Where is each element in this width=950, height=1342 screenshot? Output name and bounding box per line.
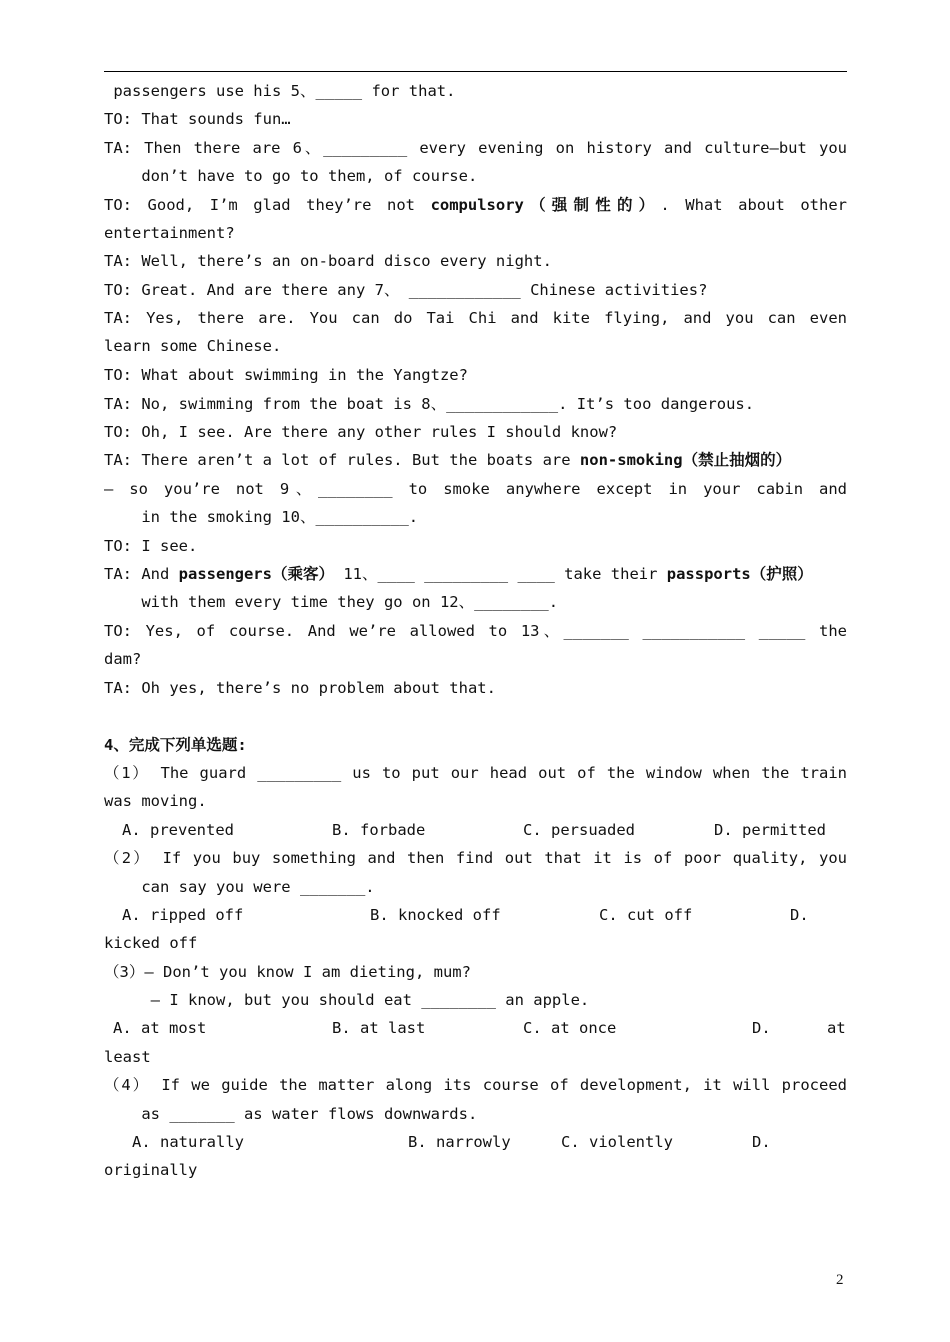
dialogue-line: TO: I see. (104, 537, 198, 555)
option-c: C. violently (561, 1133, 673, 1151)
option-b: B. forbade (332, 821, 426, 839)
dialogue-line: TA: No, swimming from the boat is 8、____________. It’s too dangerous. (104, 395, 755, 413)
dialogue-line: don’t have to go to them, of course. (104, 167, 478, 185)
question-stem: was moving. (104, 792, 207, 810)
option-a: A. prevented (122, 821, 234, 839)
option-c: C. persuaded (523, 821, 635, 839)
option-d: D. (752, 1019, 771, 1037)
option-a: A. naturally (132, 1133, 244, 1151)
bold-term: passengers（乘客） (178, 565, 334, 583)
dialogue-line: dam? (104, 650, 142, 668)
option-a: A. ripped off (122, 906, 244, 924)
question-stem: （2） If you buy something and then find out that it is of poor quality, you (104, 849, 847, 867)
dialogue-line: TO: Great. And are there any 7、 ____________ Chinese activities? (104, 281, 708, 299)
option-d-text: at (827, 1019, 846, 1037)
option-b: B. at last (332, 1019, 426, 1037)
dialogue-line: learn some Chinese. (104, 337, 282, 355)
question-stem: （4） If we guide the matter along its course of development, it will proceed (104, 1076, 847, 1094)
bold-term: passports（护照） (666, 565, 813, 583)
dialogue-line: TA: There aren’t a lot of rules. But the boats are non-smoking（禁止抽烟的） (104, 451, 792, 469)
dialogue-line: — so you’re not 9、________ to smoke anywhere except in your cabin and (104, 480, 847, 498)
option-d-text: originally (104, 1161, 198, 1179)
option-d-text: least (104, 1048, 151, 1066)
option-d: D. (752, 1133, 771, 1151)
option-c: C. cut off (599, 906, 693, 924)
dialogue-line: TA: And passengers（乘客） 11、____ _________ ____ take their passports（护照） (104, 565, 813, 583)
question-stem: （3）— Don’t you know I am dieting, mum? (104, 963, 471, 981)
dialogue-line: TA: Well, there’s an on-board disco every night. (104, 252, 552, 270)
header-rule (104, 71, 847, 72)
question-stem: （1） The guard _________ us to put our head out of the window when the train (104, 764, 847, 782)
dialogue-line: TO: Yes, of course. And we’re allowed to 13、_______ ___________ _____ the (104, 622, 847, 640)
dialogue-line: TA: Yes, there are. You can do Tai Chi and kite flying, and you can even (104, 309, 847, 327)
bold-term: non-smoking（禁止抽烟的） (579, 451, 792, 469)
dialogue-line: TO: Good, I’m glad they’re not compulsory（强制性的）. What about other (104, 196, 847, 214)
question-stem: — I know, but you should eat ________ an apple. (104, 991, 590, 1009)
dialogue-line: TA: Then there are 6、_________ every evening on history and culture—but you (104, 139, 847, 157)
question-stem: can say you were _______. (104, 878, 375, 896)
option-c: C. at once (523, 1019, 617, 1037)
bold-term: compulsory（强制性的） (430, 196, 661, 214)
question-stem: as _______ as water flows downwards. (104, 1105, 478, 1123)
dialogue-line: entertainment? (104, 224, 235, 242)
dialogue-line: in the smoking 10、__________. (104, 508, 419, 526)
option-d: D. permitted (714, 821, 826, 839)
option-a: A. at most (113, 1019, 207, 1037)
dialogue-line: TO: Oh, I see. Are there any other rules I should know? (104, 423, 618, 441)
dialogue-line: with them every time they go on 12、________. (104, 593, 559, 611)
dialogue-line: TO: That sounds fun… (104, 110, 291, 128)
dialogue-line: passengers use his 5、_____ for that. (104, 82, 456, 100)
page-number: 2 (836, 1272, 844, 1288)
option-d-text: kicked off (104, 934, 198, 952)
dialogue-line: TO: What about swimming in the Yangtze? (104, 366, 468, 384)
dialogue-line: TA: Oh yes, there’s no problem about that. (104, 679, 496, 697)
section-heading: 4、完成下列单选题: (104, 736, 247, 754)
option-b: B. narrowly (408, 1133, 511, 1151)
option-d: D. (790, 906, 809, 924)
option-b: B. knocked off (370, 906, 501, 924)
